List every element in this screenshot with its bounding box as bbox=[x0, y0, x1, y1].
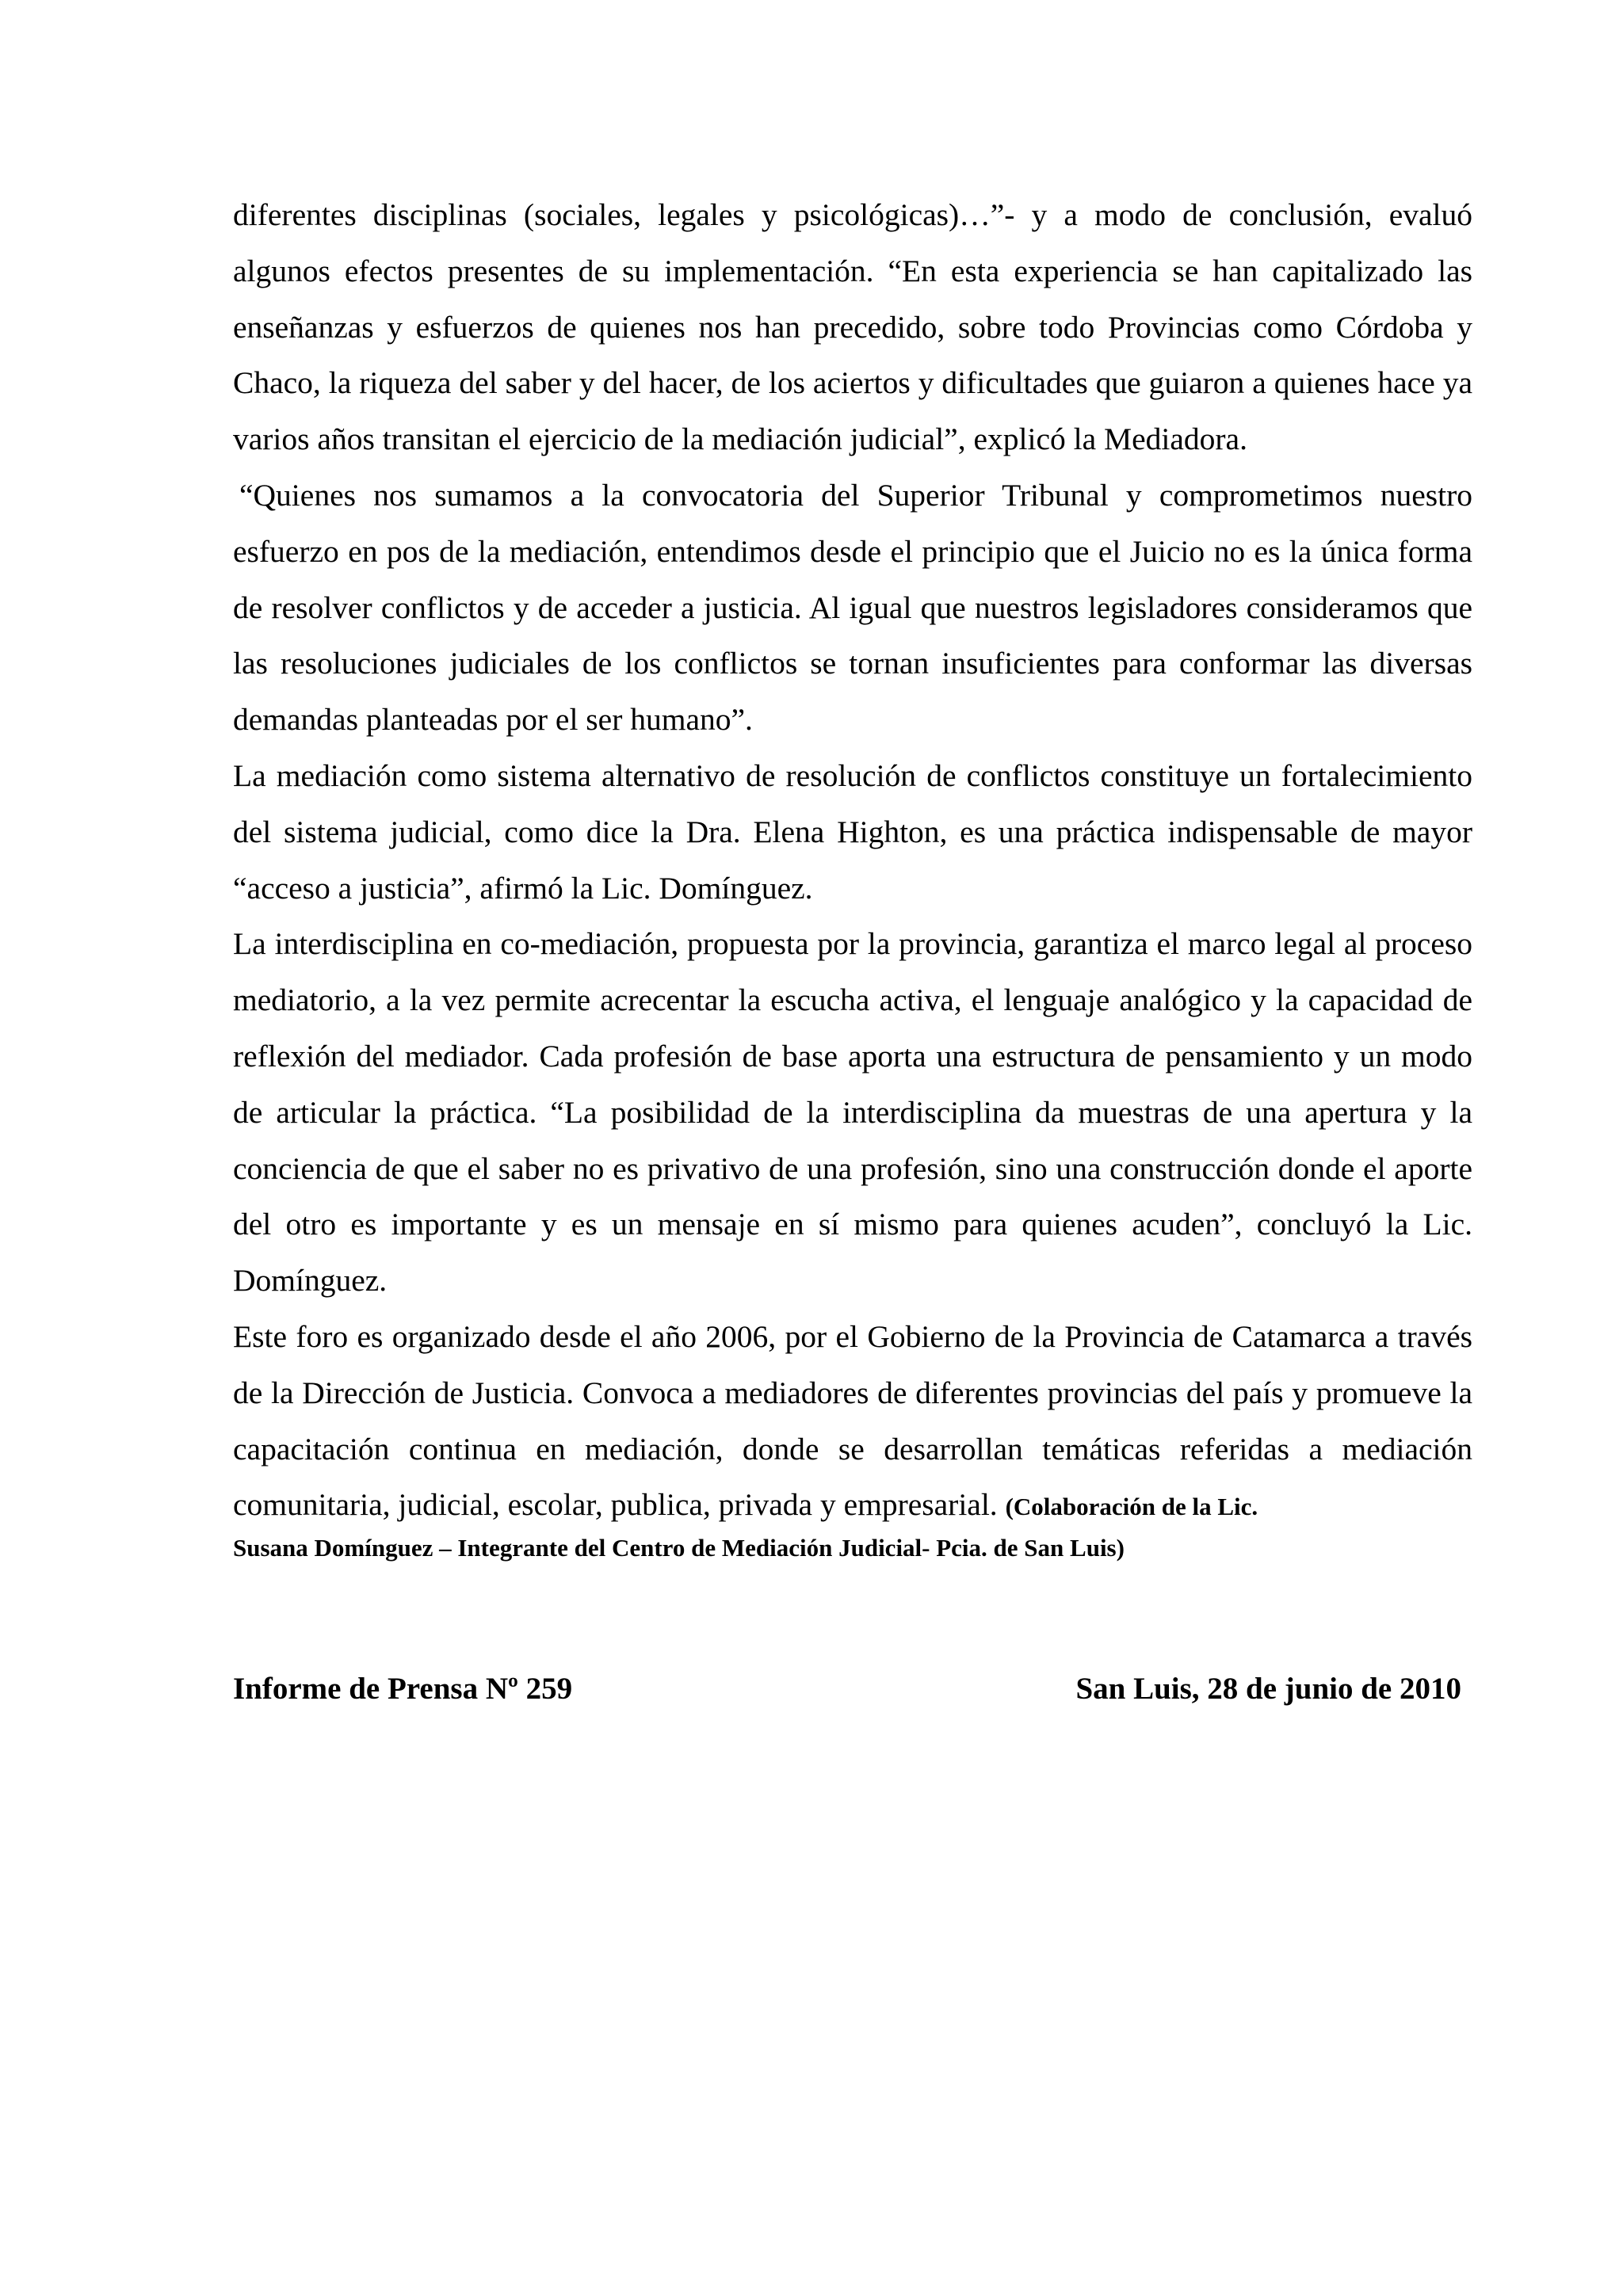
press-report-footer bbox=[233, 1667, 1466, 1711]
paragraph-interdisciplina: La interdisciplina en co-mediación, propuesta por la provincia, garantiza el marco legal al proceso mediatorio, a la vez permite acrecentar la escucha activa, el lenguaje analógico y la capacidad de reflexión del mediador. Cada profesión de base aporta una estructura de pensamiento y un modo de articular la práctica. “La posibilidad de la interdisciplina da muestras de una apertura y la conciencia de que el saber no es privativo de una profesión, sino una construcción donde el aporte del otro es importante y es un mensaje en sí mismo para quienes acuden”, concluyó la Lic. Domínguez. bbox=[233, 926, 1472, 1299]
paragraph-mediation-system: La mediación como sistema alternativo de resolución de conflictos constituye un fortalecimiento del sistema judicial, como dice la Dra. Elena Highton, es una práctica indispensable de mayor “acceso a justicia”, afirmó la Lic. Domínguez. bbox=[233, 757, 1472, 906]
place-date: San Luis, 28 de junio de 2010 bbox=[1075, 1672, 1461, 1706]
paragraph-foro bbox=[233, 1309, 1472, 1535]
paragraph-conclusion: diferentes disciplinas (sociales, legales y psicológicas)…”- y a modo de conclusión, evaluó algunos efectos presentes de su implementación. “En esta experiencia se han capitalizado las enseñanzas y esfuerzos de quienes nos han precedido, sobre todo Provincias como Córdoba y Chaco, la riqueza del saber y del hacer, de los aciertos y dificultades que guiaron a quienes hace ya varios años transitan el ejercicio de la mediación judicial”, explicó la Mediadora. bbox=[233, 197, 1472, 457]
document-body bbox=[233, 187, 1472, 1566]
credit-part1: (Colaboración de la Lic. bbox=[1005, 1493, 1258, 1521]
paragraph-quote-superior-tribunal: “Quienes nos sumamos a la convocatoria del Superior Tribunal y comprometimos nuestro esfuerzo en pos de la mediación, entendimos desde el principio que el Juicio no es la única forma de resolver conflictos y de acceder a justicia. Al igual que nuestros legisladores consideramos que las resoluciones judiciales de los conflictos se tornan insuficientes para conformar las diversas demandas planteadas por el ser humano”. bbox=[233, 477, 1472, 738]
report-number: Informe de Prensa Nº 259 bbox=[233, 1672, 573, 1706]
credit-part2: Susana Domínguez – Integrante del Centro de Mediación Judicial- Pcia. de San Luis) bbox=[233, 1534, 1125, 1562]
paragraph-foro-text: Este foro es organizado desde el año 2006, por el Gobierno de la Provincia de Catamarca a través de la Dirección de Justicia. Convoca a mediadores de diferentes provincias del país y promueve la capacitación continua en mediación, donde se desarrollan temáticas referidas a mediación comunitaria, judicial, escolar, publica, privada y empresarial. bbox=[233, 1318, 1472, 1523]
